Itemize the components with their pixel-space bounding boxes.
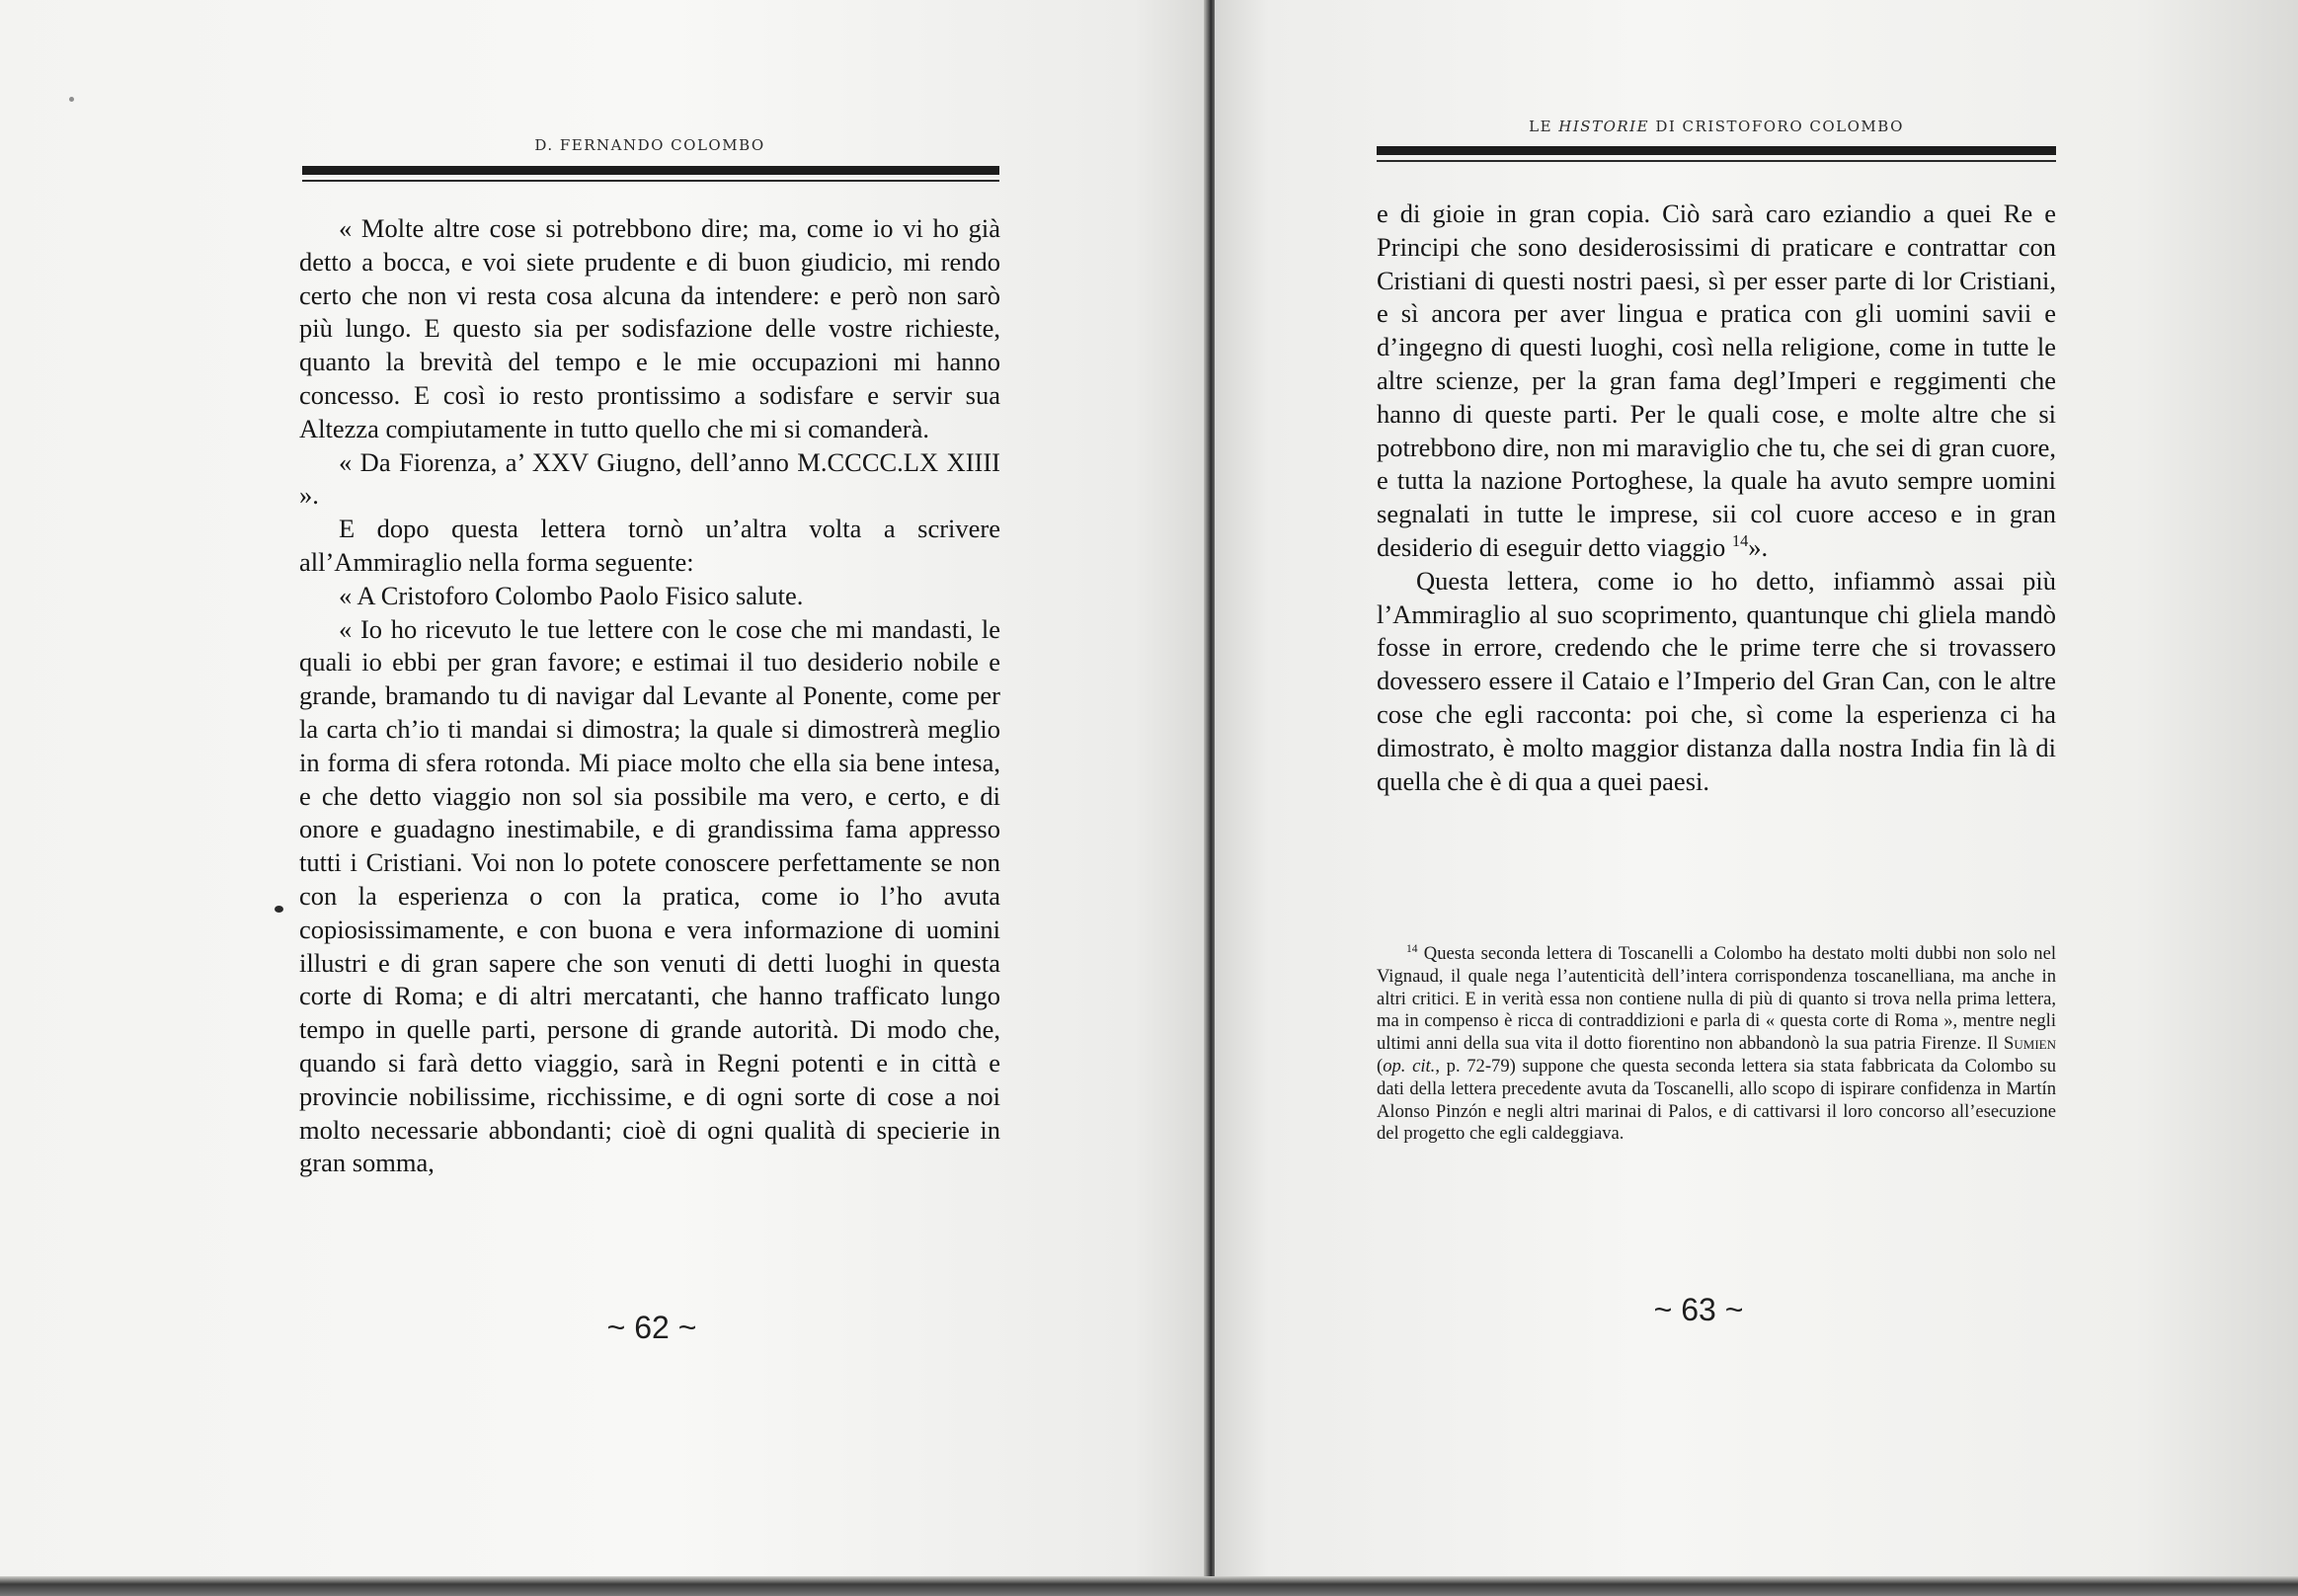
ink-mark — [275, 906, 283, 913]
right-body-text — [1377, 198, 2056, 798]
left-header-rule — [302, 166, 999, 175]
right-header-rule — [1377, 146, 2056, 155]
paragraph: e di gioie in gran copia. Ciò sarà caro eziandio a quei Re e Principi che sono desiderosissimi di praticare e contrattar con Cristiani di questi nostri paesi, sì per esser parte di lor Cristiani, e sì ancora per aver lingua e pratica con gli uomini savii e d’ingegno di questi luoghi, così nella religione, come in tutte le altre scienze, per la gran fama degl’Imperi e reggimenti che hanno di queste parti. Per le quali cose, e molte altre che si potrebbono dire, non mi maraviglio che tu, che sei di gran cuore, e tutta la nazione Portoghese, la quale ha avuto sempre uomini segnalati in tutte le imprese, sii col cuore acceso e in gran desiderio di eseguir detto viaggio $^{14}$». — [1377, 199, 2056, 562]
paragraph: E dopo questa lettera tornò un’altra volta a scrivere all’Ammiraglio nella forma seguente: — [299, 514, 1000, 577]
paragraph: « Molte altre cose si potrebbono dire; ma, come io vi ho già detto a bocca, e voi siete prudente e di buon giudicio, mi rendo certo che non vi resta cosa alcuna da intendere: e però non sarò più lungo. E questo sia per sodisfazione delle vostre richieste, quanto la brevità del tempo e le mie occupazioni mi hanno concesso. E così io resto prontissimo a sodisfare e servir sua Altezza compiutamente in tutto quello che mi si comanderà. — [299, 213, 1000, 443]
right-header-rule-thin — [1377, 160, 2056, 162]
right-running-head: LE HISTORIE DI CRISTOFORO COLOMBO — [1529, 118, 1904, 135]
paragraph: « Io ho ricevuto le tue lettere con le cose che mi mandasti, le quali io ebbi per gran favore; e estimai il tuo desiderio nobile e grande, bramando tu di navigar dal Levante al Ponente, come per la carta ch’io ti mandai si dimostra; la quale si dimostrerà meglio in forma di sfera rotonda. Mi piace molto che ella sia bene intesa, e che detto viaggio non sol sia possibile ma vero, e certo, e di onore e guadagno inestimabile, e di grandissima fama appresso tutti i Cristiani. Voi non lo potete conoscere perfettamente se non con la esperienza o con la pratica, come io l’ho avuta copiosissimamente, e con buona e vera informazione di uomini illustri e di gran sapere che son venuti di detti luoghi in questa corte di Roma; e di altri mercatanti, che hanno trafficato lungo tempo in quelle parti, persone di grande autorità. Di modo che, quando si farà detto viaggio, sarà in Regni potenti e in città e provincie nobilissime, ricchissime, e di ogni sorte di cose a noi molto necessarie abbondanti; cioè di ogni qualità di specierie in gran somma, — [299, 613, 1000, 1178]
footnote: $^{14}$ Questa seconda lettera di Toscanelli a Colombo ha destato molti dubbi non solo nel Vignaud, il quale nega l’autenticità dell’intera corrispondenza toscanelliana, ma anche in altri critici. E in verità essa non contiene nulla di più di quanto si trova nella prima lettera, ma in compenso è ricca di contraddizioni e parla di « questa corte di Roma », mentre negli ultimi anni della sua vita il dotto fiorentino non abbandonò la sua patria Firenze. Il Sumien (op. cit., p. 72-79) suppone che questa seconda lettera sia stata fabbricata da Colombo su dati della lettera precedente avuta da Toscanelli, allo scopo di ispirare confidenza in Martín Alonso Pinzón e negli altri marinai di Palos, e di cattivarsi il loro concorso all’esecuzione del progetto che egli caldeggiava. — [1377, 942, 2056, 1145]
left-page-number: ~ 62 ~ — [606, 1310, 697, 1345]
right-page — [1215, 0, 2298, 1580]
left-running-head: D. FERNANDO COLOMBO — [534, 136, 765, 154]
paragraph: Questa lettera, come io ho detto, infiammò assai più l’Ammiraglio al suo scoprimento, quantunque chi gliela mandò fosse in errore, credendo che le prime terre che si trovassero dovessero essere il Cataio e l’Imperio del Gran Can, con le altre cose che egli racconta: poi che, sì come la esperienza ci ha dimostrato, è molto maggior distanza dalla nostra India fin là di quella che è di qua a quei paesi. — [1377, 565, 2056, 796]
paragraph: « A Cristoforo Colombo Paolo Fisico salute. — [339, 580, 804, 610]
footnote-number: 14 — [1406, 942, 1418, 955]
paragraph: « Da Fiorenza, a’ XXV Giugno, dell’anno M.CCCC.LX XIIII ». — [299, 446, 1000, 511]
footnote-reference: 14 — [1731, 531, 1749, 551]
footnote-author: Sumien — [2004, 1033, 2056, 1055]
left-body-text — [299, 212, 1000, 1180]
left-header-rule-thin — [302, 180, 999, 182]
book-bottom-edge — [0, 1576, 2298, 1596]
ink-mark — [69, 97, 74, 102]
right-page-number: ~ 63 ~ — [1653, 1292, 1744, 1327]
